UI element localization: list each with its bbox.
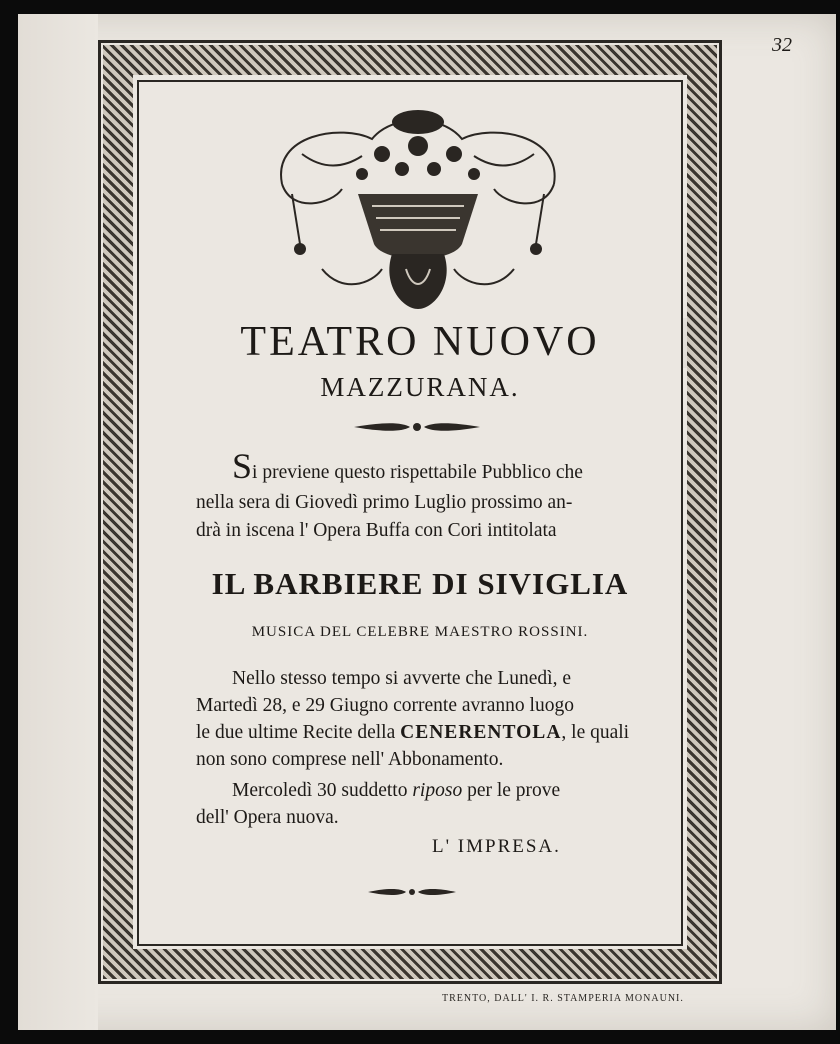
announcement-line-2: Martedì 28, e 29 Giugno corrente avranno luogo: [196, 695, 574, 716]
announcement-line-1: Nello stesso tempo si avverte che Lunedì, e: [232, 668, 571, 689]
announcement-line-3-prefix: le due ultime Recite della: [196, 722, 396, 743]
notice-line-2: nella sera di Giovedì primo Luglio prossimo an-: [196, 492, 573, 513]
rest-day-line-1: [232, 780, 560, 802]
rest-day-italic: riposo: [412, 780, 463, 801]
music-credit: MUSICA DEL CELEBRE MAESTRO ROSSINI.: [251, 624, 589, 640]
rest-day-line-2: dell' Opera nuova.: [196, 807, 339, 828]
opera-title: IL BARBIERE DI SIVIGLIA: [211, 566, 629, 601]
printer-imprint: TRENTO, DALL' I. R. STAMPERIA MONAUNI.: [442, 993, 684, 1004]
paper-left-edge: [18, 14, 98, 1030]
theatre-owner-heading: MAZZURANA.: [320, 372, 520, 402]
announcement-line-4: non sono comprese nell' Abbonamento.: [196, 749, 504, 770]
notice-line-1: [232, 448, 583, 484]
notice-line-1-text: i previene questo rispettabile Pubblico che: [252, 462, 583, 483]
flower-basket-vignette: [262, 94, 574, 314]
theatre-name-heading: TEATRO NUOVO: [240, 319, 600, 365]
rest-day-prefix: Mercoledì 30 suddetto: [232, 780, 408, 801]
cenerentola-title: CENERENTOLA: [400, 722, 562, 743]
rule-ornament-bottom: [366, 886, 458, 898]
announcement-line-3-suffix: , le quali: [561, 722, 630, 743]
rest-day-suffix: per le prove: [467, 780, 561, 801]
announcement-line-3: [196, 722, 629, 744]
signature: L' IMPRESA.: [432, 836, 561, 857]
rule-ornament-top: [352, 420, 482, 434]
notice-line-3: drà in iscena l' Opera Buffa con Cori intitolata: [196, 520, 557, 541]
drop-cap: S: [232, 446, 253, 486]
page-number: 32: [772, 34, 792, 56]
